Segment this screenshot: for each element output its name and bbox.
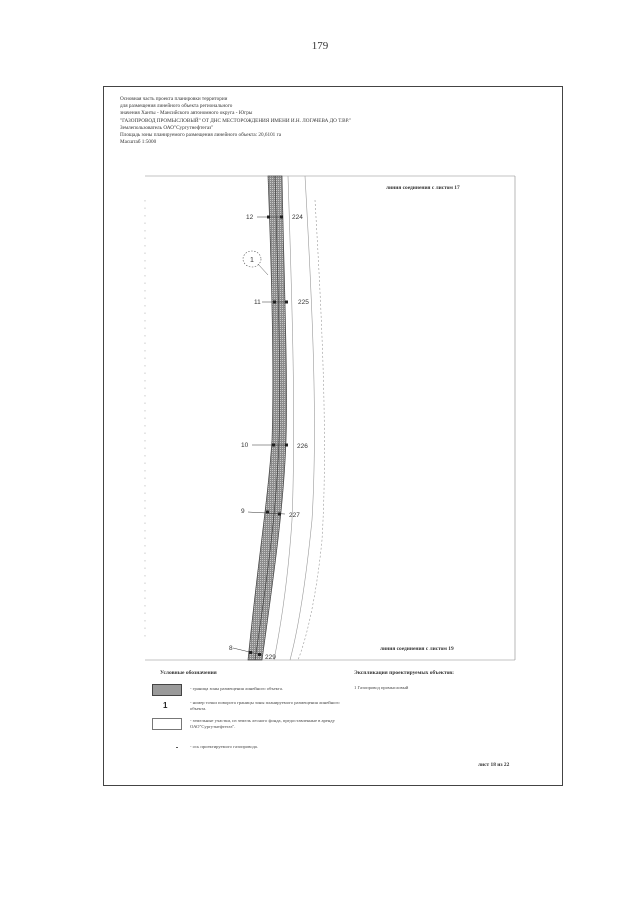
pipeline-corridor [248, 176, 287, 660]
point-label-227: 227 [289, 512, 300, 519]
legend-title: Условные обозначения [160, 670, 217, 676]
title-line: Площадь зоны планируемого размещения линейного объекта: 20,6101 га [120, 132, 282, 139]
point-label-10: 10 [241, 442, 249, 449]
legend-item-lease: - земельные участки, из земель лесного фонда, предоставленные в аренду ОАО"Сургутнефтегаз". [190, 718, 335, 729]
title-line: Основная часть проекта планировки территории [120, 96, 228, 102]
point-label-11: 11 [254, 299, 261, 306]
svg-text:1: 1 [250, 257, 254, 264]
title-line: значения Ханты - Мансийского автономного округа - Югры [120, 110, 253, 117]
point-label-226: 226 [297, 443, 308, 450]
page-number: 179 [311, 40, 329, 52]
point-label-224: 224 [292, 214, 303, 221]
map-area-border [145, 176, 515, 660]
explication-title: Экспликация проектируемых объектов: [354, 670, 455, 676]
sheet-number: лист 18 из 22 [478, 762, 510, 768]
legend-point-marker: 1 [163, 701, 168, 710]
title-line: Масштаб 1:5000 [120, 139, 157, 146]
junction-top-label: линия соединения с листом 17 [386, 185, 460, 191]
point-label-8: 8 [229, 645, 233, 652]
title-line: для размещения линейного объекта регионального [120, 103, 233, 110]
point-label-225: 225 [298, 299, 309, 306]
junction-bottom-label: линия соединения с листом 19 [380, 646, 454, 652]
point-label-9: 9 [241, 508, 245, 515]
legend-item-corridor: - граница зоны размещения линейного объекта. [190, 686, 284, 691]
legend-axis-dot [176, 747, 178, 748]
point-label-12: 12 [246, 214, 254, 221]
explication-item: 1 Газопровод промысловый [354, 685, 409, 690]
object-marker [243, 251, 268, 275]
legend-corridor-swatch [152, 684, 182, 696]
title-line: "ГАЗОПРОВОД ПРОМЫСЛОВЫЙ" ОТ ДНС МЕСТОРОЖДЕНИЯ ИМЕНИ И.Н. ЛОГАЧЕВА ДО Т.ВР." [120, 117, 352, 124]
legend-lease-swatch [152, 718, 182, 730]
point-label-229: 229 [265, 654, 276, 661]
legend-item-turning-point: - номер точки поворота границы зоны планируемого размещения линейного объекта. [190, 700, 340, 711]
title-line: Землепользователь ОАО"Сургутнефтегаз" [120, 124, 214, 131]
legend-item-axis: - ось проектируемого газопровода. [190, 744, 258, 749]
